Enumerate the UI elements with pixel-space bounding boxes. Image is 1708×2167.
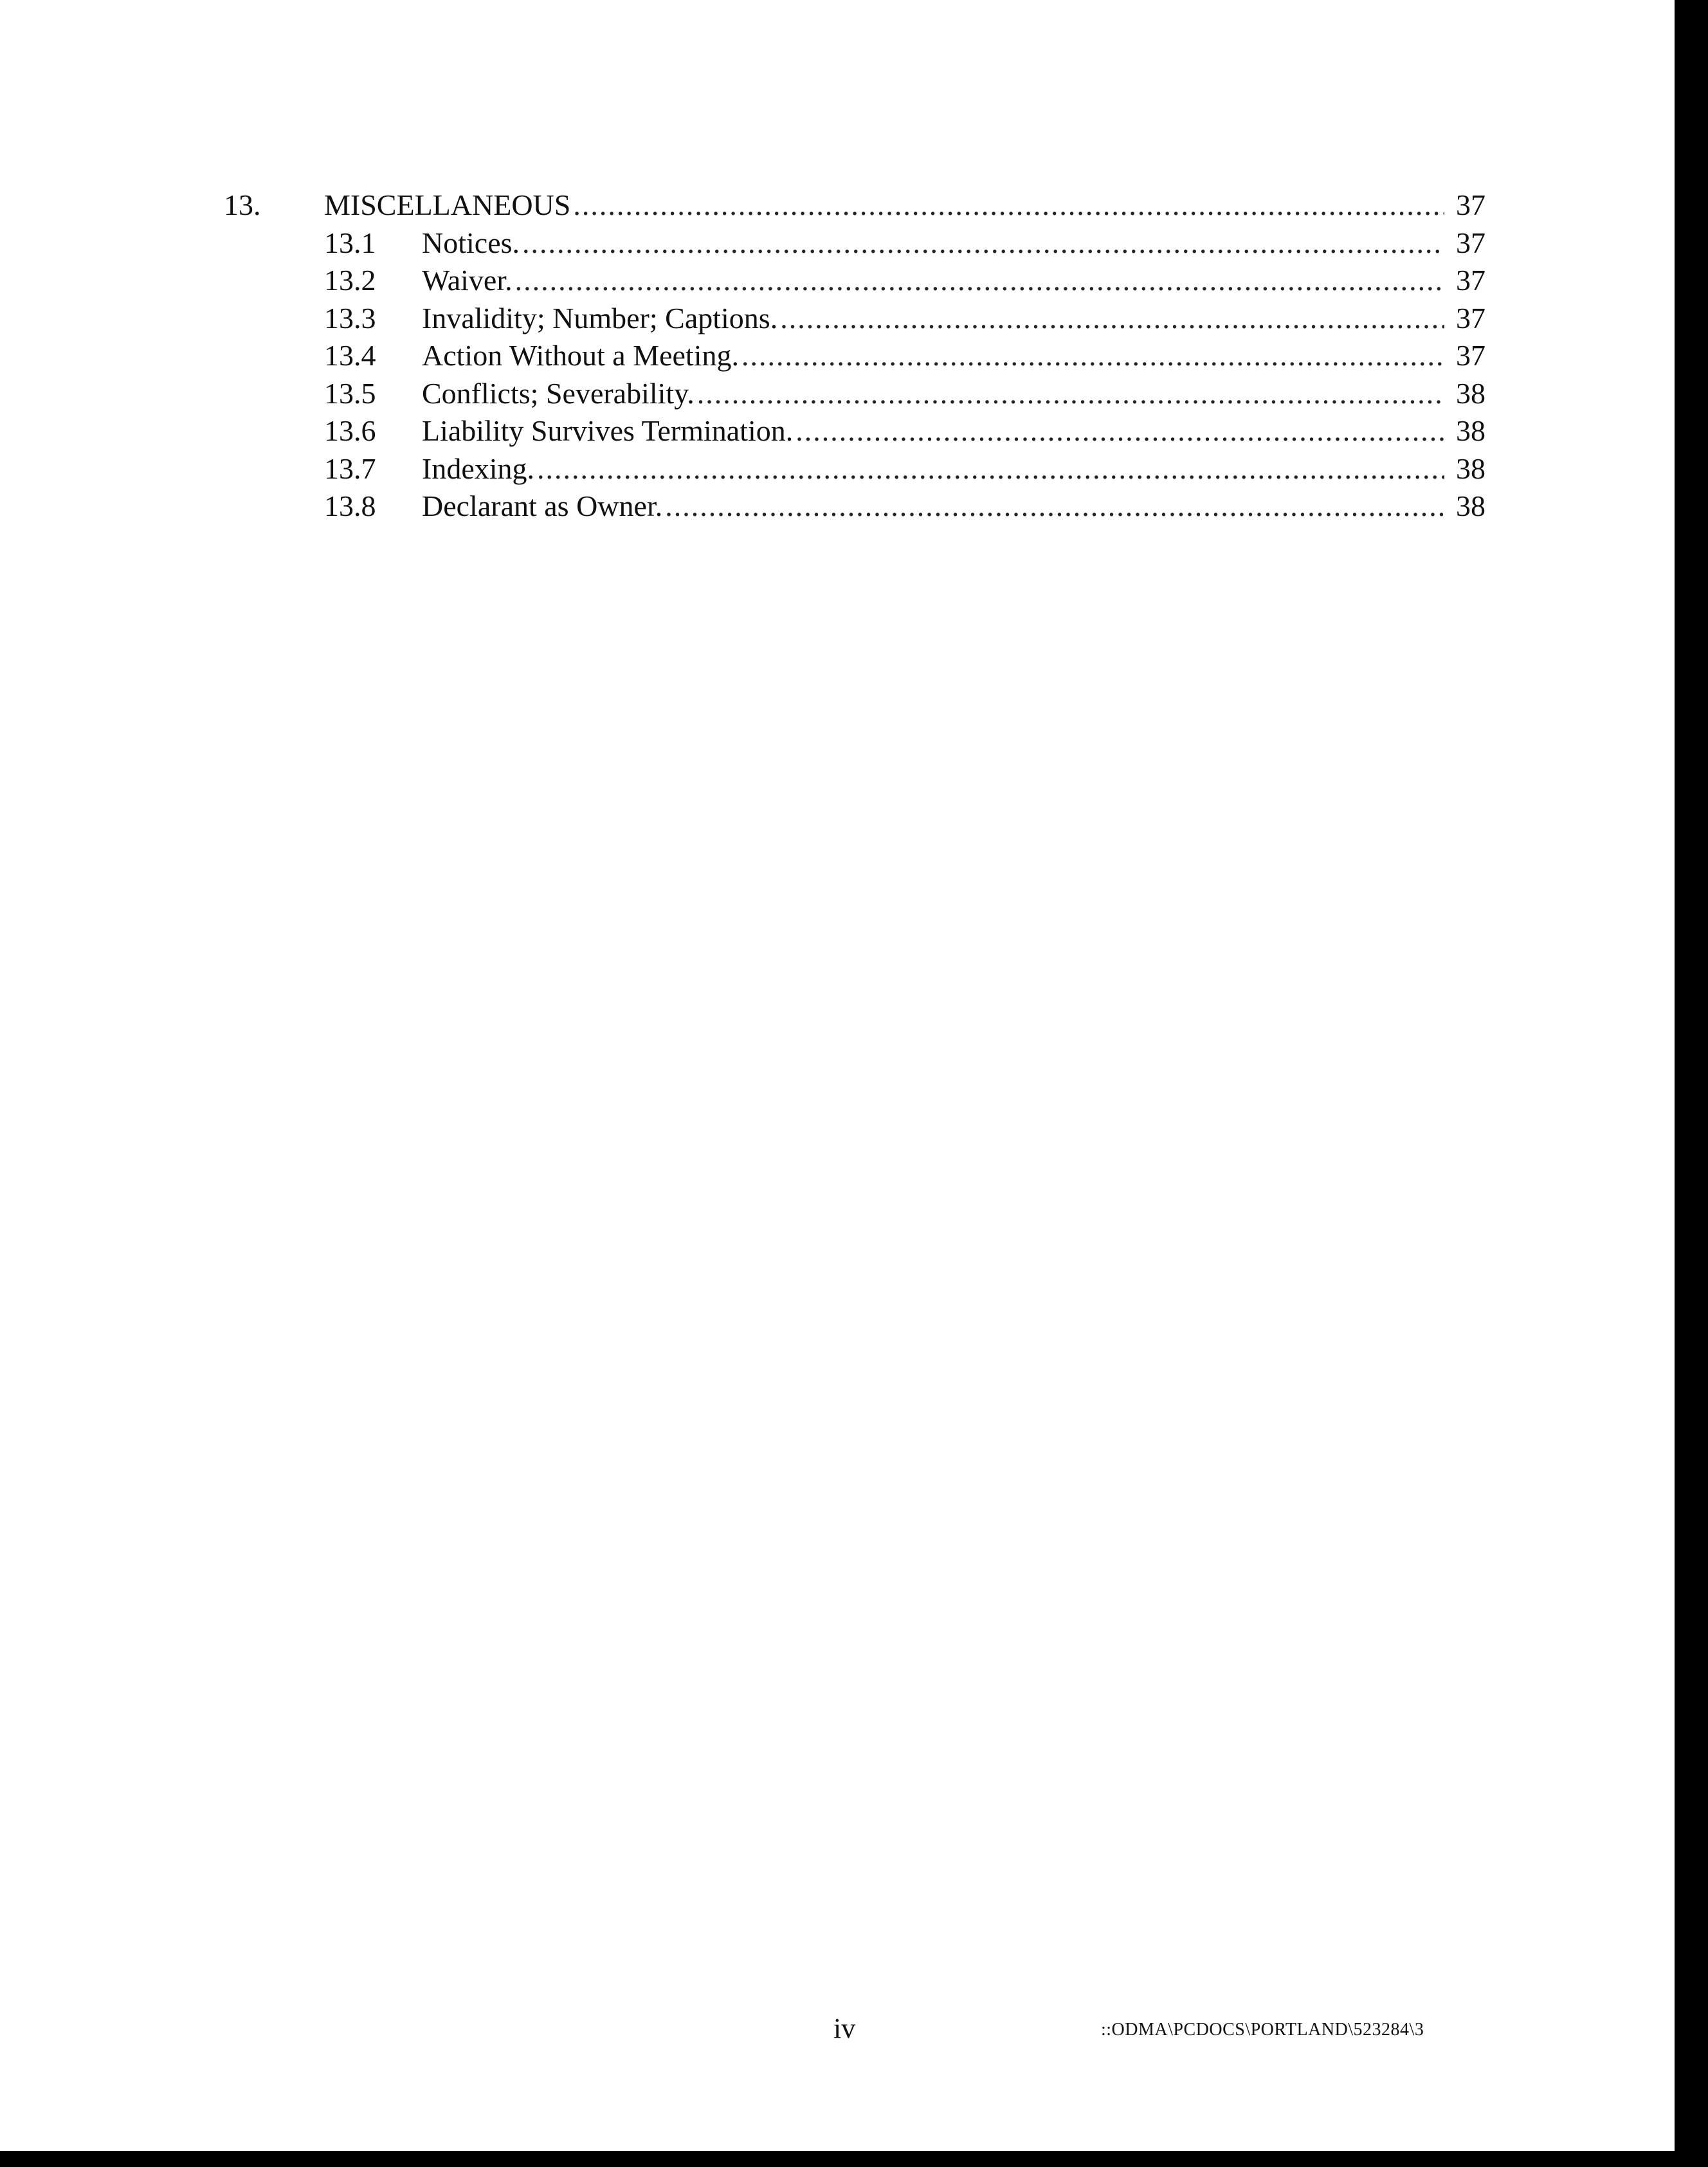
dot-leader [515, 262, 1444, 300]
dot-leader [795, 412, 1444, 450]
toc-item-number: 13.8 [324, 489, 376, 522]
toc-item [224, 450, 1485, 488]
toc-section-title: MISCELLANEOUS [324, 188, 571, 221]
toc-item-number: 13.3 [324, 301, 376, 334]
toc-item [224, 337, 1485, 375]
toc-item [224, 262, 1485, 300]
dot-leader [741, 337, 1444, 375]
toc-section-13 [224, 187, 1485, 224]
toc-item-number: 13.6 [324, 414, 376, 447]
toc-item-title: Liability Survives Termination. [422, 414, 794, 447]
toc-item [224, 488, 1485, 526]
toc-item-number: 13.5 [324, 376, 376, 410]
dot-leader [697, 375, 1444, 413]
toc-item-number: 13.4 [324, 339, 376, 372]
toc-item-page: 38 [1456, 376, 1485, 410]
toc-item-title: Declarant as Owner. [422, 489, 663, 522]
toc-item-page: 38 [1456, 489, 1485, 522]
toc-item [224, 375, 1485, 413]
toc-item [224, 412, 1485, 450]
dot-leader [780, 300, 1444, 338]
page-number: iv [833, 2013, 856, 2044]
dot-leader [537, 450, 1444, 488]
table-of-contents [224, 187, 1485, 526]
toc-section-page: 37 [1456, 188, 1485, 221]
toc-item-page: 37 [1456, 226, 1485, 259]
dot-leader [573, 187, 1444, 224]
toc-item [224, 300, 1485, 338]
toc-item-title: Indexing. [422, 452, 535, 485]
toc-section-number: 13. [224, 188, 261, 221]
toc-item-title: Notices. [422, 226, 520, 259]
toc-item-title: Waiver. [422, 264, 513, 297]
toc-item-title: Invalidity; Number; Captions. [422, 301, 778, 334]
document-path: ::ODMA\PCDOCS\PORTLAND\523284\3 [1101, 2020, 1424, 2040]
toc-item-page: 38 [1456, 452, 1485, 485]
toc-item-number: 13.2 [324, 264, 376, 297]
toc-item-page: 37 [1456, 339, 1485, 372]
toc-item-title: Conflicts; Severability. [422, 376, 695, 410]
dot-leader [522, 224, 1444, 262]
dot-leader [665, 488, 1444, 526]
toc-item-number: 13.1 [324, 226, 376, 259]
toc-item [224, 224, 1485, 262]
toc-item-page: 37 [1456, 301, 1485, 334]
toc-item-page: 37 [1456, 264, 1485, 297]
toc-item-title: Action Without a Meeting. [422, 339, 739, 372]
toc-item-number: 13.7 [324, 452, 376, 485]
toc-item-page: 38 [1456, 414, 1485, 447]
